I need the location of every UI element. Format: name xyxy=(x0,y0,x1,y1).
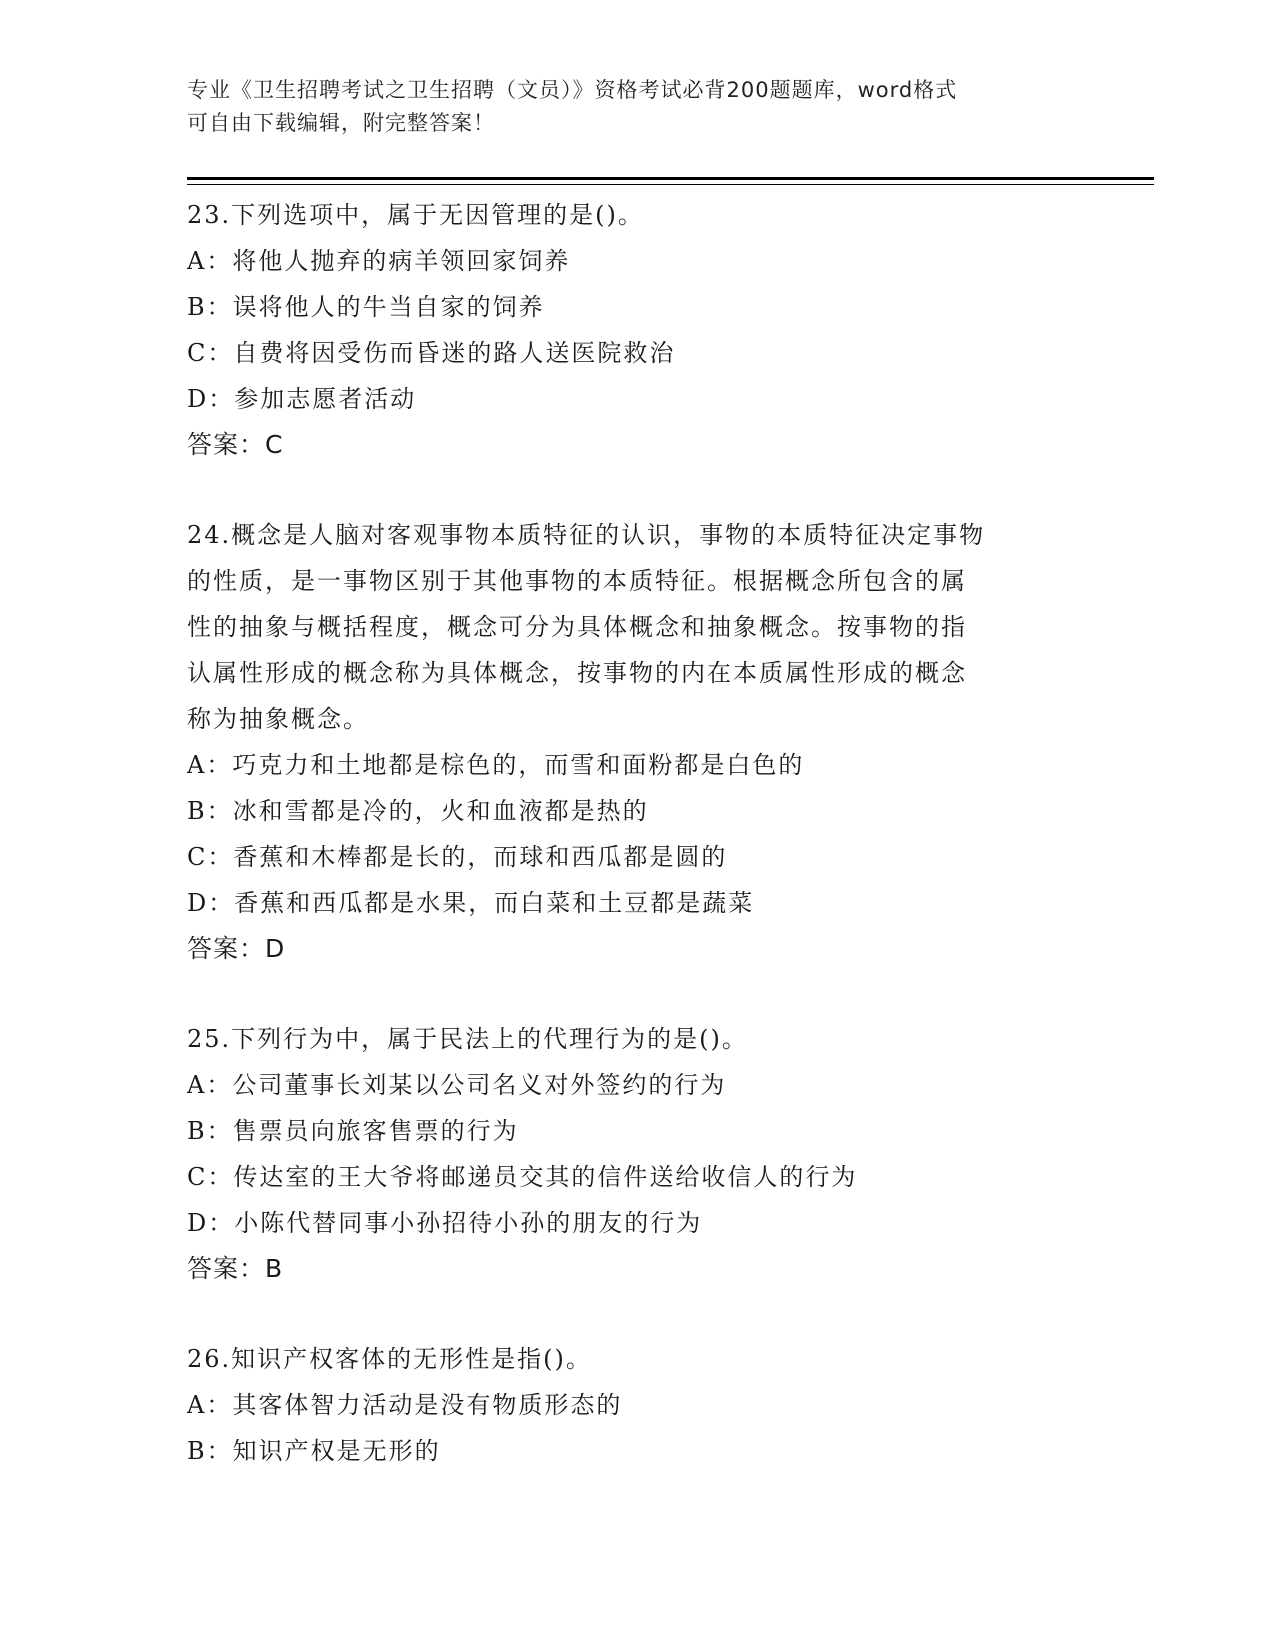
question-stem-line: 认属性形成的概念称为具体概念，按事物的内在本质属性形成的概念 xyxy=(187,659,967,687)
question-stem-line: 称为抽象概念。 xyxy=(187,705,369,733)
option-b: B：售票员向旅客售票的行为 xyxy=(187,1117,519,1145)
question-stem: 25.下列行为中，属于民法上的代理行为的是()。 xyxy=(187,1025,748,1053)
option-b: B：冰和雪都是冷的，火和血液都是热的 xyxy=(187,797,649,825)
option-b: B：知识产权是无形的 xyxy=(187,1437,441,1465)
option-a: A：巧克力和土地都是棕色的，而雪和面粉都是白色的 xyxy=(187,751,805,779)
option-c: C：自费将因受伤而昏迷的路人送医院救治 xyxy=(187,339,676,367)
question-26 xyxy=(187,1336,1087,1474)
option-a: A：其客体智力活动是没有物质形态的 xyxy=(187,1391,623,1419)
option-b: B：误将他人的牛当自家的饲养 xyxy=(187,293,545,321)
option-c: C：传达室的王大爷将邮递员交其的信件送给收信人的行为 xyxy=(187,1163,858,1191)
question-stem-line: 24.概念是人脑对客观事物本质特征的认识，事物的本质特征决定事物 xyxy=(187,521,986,549)
question-list xyxy=(187,192,1087,1518)
question-stem-line: 的性质，是一事物区别于其他事物的本质特征。根据概念所包含的属 xyxy=(187,567,967,595)
answer-label: 答案：B xyxy=(187,1254,284,1283)
header-line-2: 可自由下载编辑，附完整答案！ xyxy=(187,111,495,135)
answer-label: 答案：C xyxy=(187,430,284,459)
header-divider-thin xyxy=(187,184,1154,185)
answer-label: 答案：D xyxy=(187,934,286,963)
question-stem: 23.下列选项中，属于无因管理的是()。 xyxy=(187,201,644,229)
option-c: C：香蕉和木棒都是长的，而球和西瓜都是圆的 xyxy=(187,843,728,871)
question-25 xyxy=(187,1016,1087,1292)
option-d: D：小陈代替同事小孙招待小孙的朋友的行为 xyxy=(187,1209,703,1237)
question-24 xyxy=(187,512,1087,972)
option-d: D：参加志愿者活动 xyxy=(187,385,417,413)
option-a: A：公司董事长刘某以公司名义对外签约的行为 xyxy=(187,1071,727,1099)
header-divider-thick xyxy=(187,177,1154,180)
option-d: D：香蕉和西瓜都是水果，而白菜和土豆都是蔬菜 xyxy=(187,889,755,917)
question-23 xyxy=(187,192,1087,468)
header-line-1: 专业《卫生招聘考试之卫生招聘（文员）》资格考试必背200题题库，word格式 xyxy=(187,78,958,102)
document-header xyxy=(187,74,1087,140)
question-stem: 26.知识产权客体的无形性是指()。 xyxy=(187,1345,592,1373)
question-stem-line: 性的抽象与概括程度，概念可分为具体概念和抽象概念。按事物的指 xyxy=(187,613,967,641)
option-a: A：将他人抛弃的病羊领回家饲养 xyxy=(187,247,571,275)
